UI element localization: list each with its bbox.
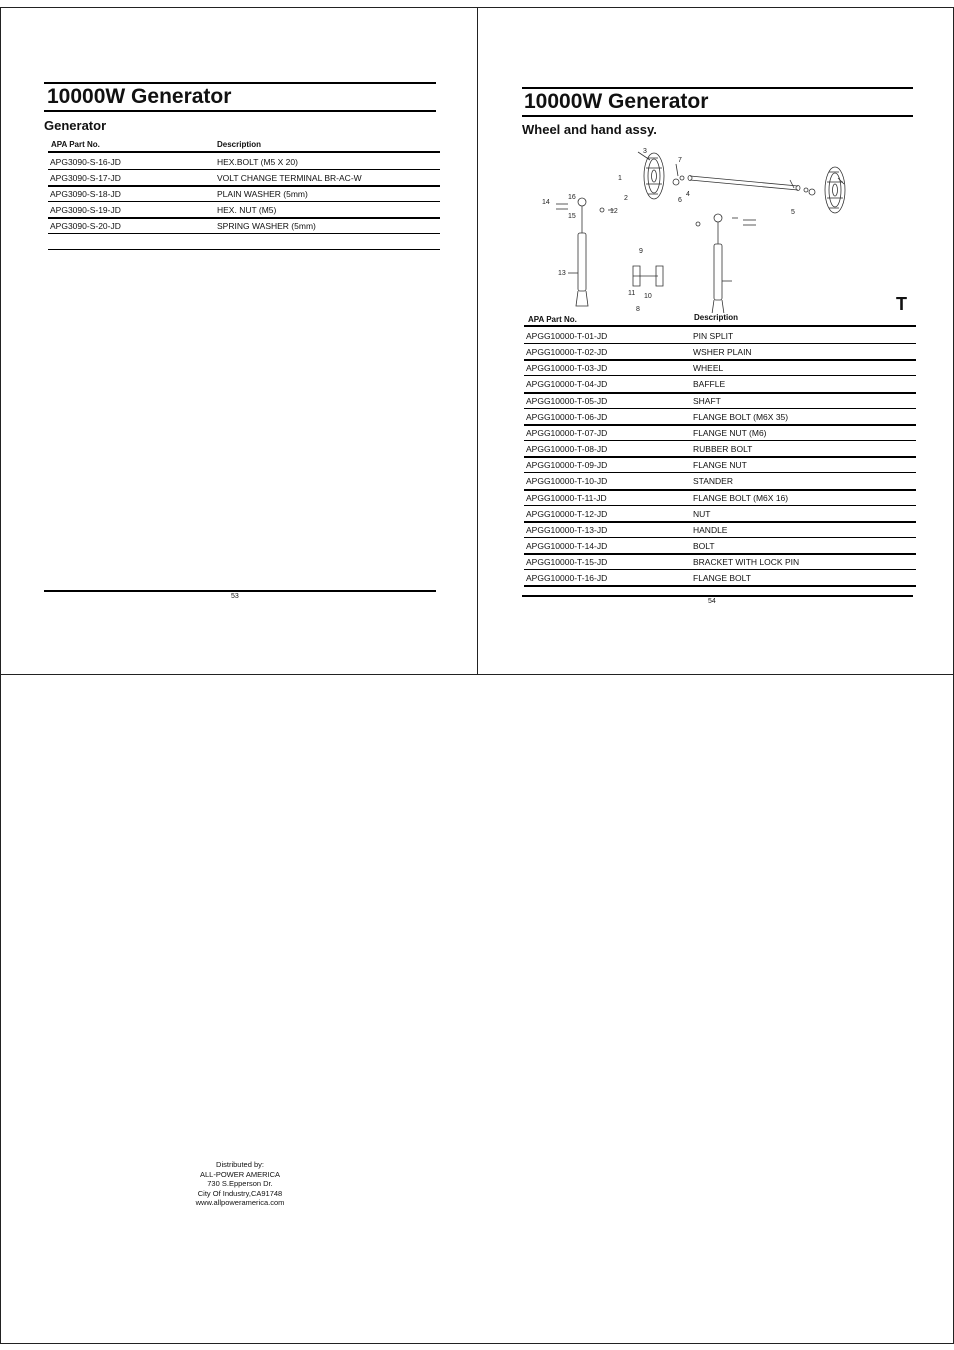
description-cell: STANDER	[693, 476, 733, 487]
right-handle	[714, 244, 722, 300]
column-header-part: APA Part No.	[528, 315, 577, 324]
table-header-rule	[48, 151, 440, 153]
svg-text:1: 1	[618, 175, 622, 182]
section-letter: T	[896, 294, 907, 314]
svg-text:11: 11	[628, 290, 636, 297]
svg-text:13: 13	[558, 270, 566, 277]
page-title: 10000W Generator	[47, 85, 232, 108]
footer-rule	[522, 595, 913, 597]
part-number-cell: APGG10000-T-03-JD	[526, 363, 608, 374]
table-row-rule	[524, 585, 916, 587]
table-row-rule	[48, 217, 440, 219]
left-handle	[578, 233, 586, 291]
svg-text:10: 10	[644, 293, 652, 300]
table-row-rule	[48, 185, 440, 187]
description-cell: WHEEL	[693, 363, 724, 374]
description-cell: SHAFT	[693, 395, 721, 406]
part-number-cell: APGG10000-T-02-JD	[526, 347, 608, 358]
table-row-rule	[48, 201, 440, 202]
exploded-parts-diagram	[538, 138, 878, 313]
svg-text:16: 16	[568, 194, 576, 201]
description-cell: BAFFLE	[693, 379, 726, 390]
table-row-rule	[524, 505, 916, 506]
svg-text:4: 4	[686, 191, 690, 198]
part-number-cell: APGG10000-T-10-JD	[526, 476, 608, 487]
left-bracket	[578, 198, 586, 206]
street-address: 730 S.Epperson Dr.	[207, 1179, 273, 1188]
table-row-rule	[524, 392, 916, 394]
table-row-rule	[524, 456, 916, 458]
description-cell: FLANGE NUT	[693, 460, 747, 471]
back-cover-page	[0, 674, 478, 1344]
page-53	[0, 7, 478, 675]
svg-text:15: 15	[568, 213, 576, 220]
description-cell: BOLT	[693, 540, 715, 551]
svg-text:5: 5	[791, 209, 795, 216]
shaft	[690, 176, 798, 186]
svg-text:7: 7	[678, 157, 682, 164]
column-header-part: APA Part No.	[51, 140, 100, 149]
column-header-description: Description	[217, 140, 262, 149]
part-number-cell: APGG10000-T-06-JD	[526, 411, 608, 422]
part-number-cell: APG3090-S-19-JD	[50, 205, 121, 215]
page-number: 54	[708, 598, 716, 605]
company-name: ALL-POWER AMERICA	[199, 1169, 281, 1179]
right-bracket	[714, 214, 722, 222]
table-row-rule	[524, 489, 916, 491]
title-rule-top	[522, 87, 913, 89]
blank-page	[477, 674, 954, 1344]
part-number-cell: APGG10000-T-15-JD	[526, 557, 608, 568]
left-wheel	[644, 153, 664, 199]
table-row-rule	[48, 169, 440, 170]
description-cell: FLANGE BOLT (M6X 35)	[693, 411, 789, 422]
description-cell: PLAIN WASHER (5mm)	[217, 189, 308, 199]
description-cell: NUT	[693, 508, 711, 519]
table-row-rule	[524, 375, 916, 376]
title-rule-bottom	[44, 110, 436, 112]
table-row-rule	[524, 521, 916, 523]
table-row-rule	[524, 537, 916, 538]
title-rule-bottom	[522, 115, 913, 117]
table-row-rule	[524, 424, 916, 426]
svg-text:3: 3	[643, 148, 647, 155]
part-number-cell: APGG10000-T-05-JD	[526, 395, 608, 406]
part-number-cell: APGG10000-T-12-JD	[526, 508, 608, 519]
svg-text:9: 9	[639, 248, 643, 255]
description-cell: PIN SPLIT	[693, 331, 734, 341]
description-cell: FLANGE BOLT	[693, 573, 751, 584]
footer-rule	[44, 590, 436, 592]
city-state-zip: City Of Industry,CA91748	[197, 1188, 283, 1198]
section-title: Wheel and hand assy.	[522, 122, 657, 137]
table-row-rule	[524, 553, 916, 555]
page-title: 10000W Generator	[524, 90, 709, 113]
part-number-cell: APG3090-S-18-JD	[50, 189, 121, 199]
part-number-cell: APGG10000-T-01-JD	[526, 331, 608, 341]
table-row-rule	[524, 359, 916, 361]
title-rule-top	[44, 82, 436, 84]
part-number-cell: APGG10000-T-07-JD	[526, 427, 608, 438]
description-cell: HEX. NUT (M5)	[217, 205, 277, 215]
part-number-cell: APG3090-S-20-JD	[50, 221, 121, 231]
part-number-cell: APGG10000-T-14-JD	[526, 540, 608, 551]
description-cell: SPRING WASHER (5mm)	[217, 221, 316, 231]
table-row-rule	[524, 343, 916, 344]
svg-text:12: 12	[610, 208, 618, 215]
svg-text:14: 14	[542, 199, 550, 206]
description-cell: HANDLE	[693, 524, 728, 535]
table-row-rule	[524, 440, 916, 441]
svg-text:6: 6	[678, 197, 682, 204]
table-row-rule	[524, 408, 916, 409]
part-number-cell: APGG10000-T-09-JD	[526, 460, 608, 471]
description-cell: BRACKET WITH LOCK PIN	[693, 557, 800, 568]
svg-text:8: 8	[636, 306, 640, 313]
table-row-rule	[524, 472, 916, 473]
part-number-cell: APGG10000-T-11-JD	[526, 492, 607, 503]
section-title: Generator	[44, 118, 107, 133]
part-number-cell: APGG10000-T-16-JD	[526, 573, 608, 584]
table-row-rule	[524, 569, 916, 570]
part-number-cell: APGG10000-T-13-JD	[526, 524, 608, 535]
right-wheel	[825, 167, 845, 213]
part-number-cell: APGG10000-T-08-JD	[526, 444, 608, 455]
description-cell: RUBBER BOLT	[693, 444, 753, 455]
distributor-info	[1, 1160, 479, 1208]
part-number-cell: APGG10000-T-04-JD	[526, 379, 608, 390]
table-end-rule	[48, 249, 440, 250]
svg-text:2: 2	[624, 195, 628, 202]
description-cell: FLANGE BOLT (M6X 16)	[693, 492, 789, 503]
page-54	[477, 7, 954, 675]
description-cell: WSHER PLAIN	[693, 347, 752, 358]
website: www.allpoweramerica.com	[195, 1198, 285, 1207]
description-cell: HEX.BOLT (M5 X 20)	[217, 157, 298, 167]
page-number: 53	[231, 593, 239, 600]
diagram-callout-labels	[542, 148, 795, 313]
table-header-rule	[524, 325, 916, 327]
table-row-rule	[48, 233, 440, 234]
column-header-description: Description	[694, 313, 739, 322]
distributor-label: Distributed by:	[216, 1160, 264, 1169]
part-number-cell: APG3090-S-16-JD	[50, 157, 121, 167]
description-cell: VOLT CHANGE TERMINAL BR-AC-W	[217, 173, 362, 183]
description-cell: FLANGE NUT (M6)	[693, 427, 767, 438]
part-number-cell: APG3090-S-17-JD	[50, 173, 121, 183]
